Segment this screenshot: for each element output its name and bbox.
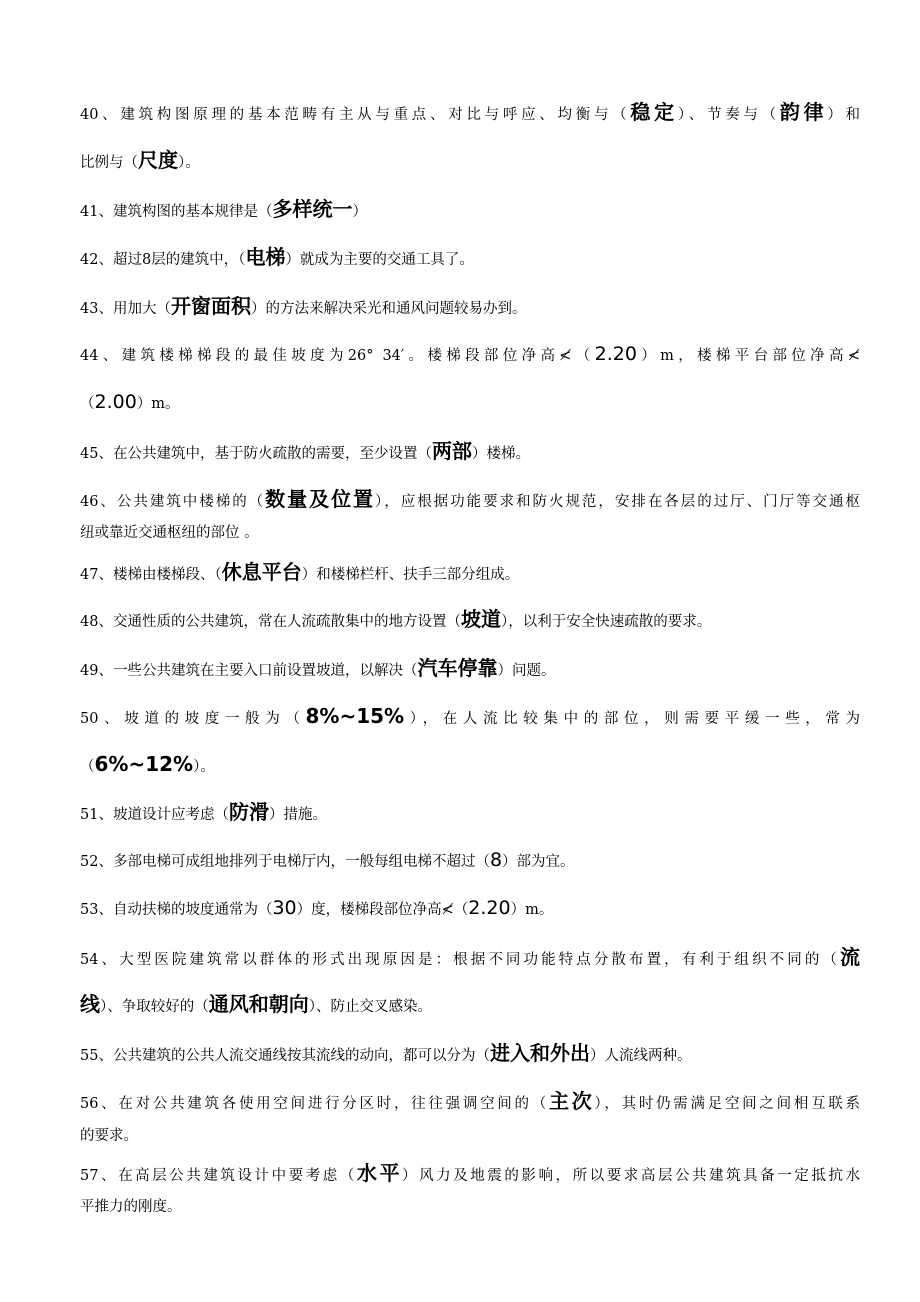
answer: 休息平台 bbox=[221, 560, 302, 584]
question-57-line2: 平推力的刚度。 bbox=[80, 1199, 182, 1215]
question-54-line2: 线）、争取较好的（通风和朝向）、防止交叉感染。 bbox=[80, 992, 432, 1016]
question-51: 51、坡道设计应考虑（防滑）措施。 bbox=[80, 800, 327, 824]
answer: 韵律 bbox=[779, 100, 828, 124]
question-46-line2: 纽或靠近交通枢纽的部位 。 bbox=[80, 525, 259, 541]
answer: 数量及位置 bbox=[265, 487, 376, 511]
question-41: 41、建筑构图的基本规律是（多样统一） bbox=[80, 197, 367, 221]
question-57-line1: 57、在高层公共建筑设计中要考虑（水平）风力及地震的影响，所以要求高层公共建筑具备一定抵抗水 bbox=[80, 1161, 861, 1185]
answer: 2.20 bbox=[594, 343, 637, 365]
question-50-line2: （6%~12%）。 bbox=[80, 752, 215, 776]
question-55: 55、公共建筑的公共人流交通线按其流线的动向，都可以分为（进入和外出）人流线两种。 bbox=[80, 1041, 692, 1065]
answer: 6%~12% bbox=[94, 752, 194, 776]
question-40-line1: 40、建筑构图原理的基本范畴有主从与重点、对比与呼应、均衡与（稳定）、节奏与（韵律）和 bbox=[80, 100, 861, 124]
answer: 稳定 bbox=[630, 100, 678, 124]
question-44-line2: （2.00）m。 bbox=[80, 391, 180, 413]
question-42: 42、超过8层的建筑中，（电梯）就成为主要的交通工具了。 bbox=[80, 245, 474, 269]
answer: 通风和朝向 bbox=[208, 992, 309, 1016]
question-43: 43、用加大（开窗面积）的方法来解决采光和通风问题较易办到。 bbox=[80, 294, 527, 318]
answer: 水平 bbox=[356, 1161, 403, 1185]
answer: 两部 bbox=[431, 439, 472, 463]
answer: 进入和外出 bbox=[489, 1041, 590, 1065]
answer: 坡道 bbox=[460, 607, 501, 631]
answer: 2.00 bbox=[94, 391, 137, 413]
question-46-line1: 46、公共建筑中楼梯的（数量及位置），应根据功能要求和防火规范，安排在各层的过厅、门厅等交通枢 bbox=[80, 487, 861, 511]
question-56-line2: 的要求。 bbox=[80, 1128, 138, 1144]
question-48: 48、交通性质的公共建筑，常在人流疏散集中的地方设置（坡道），以利于安全快速疏散的要求。 bbox=[80, 607, 712, 631]
question-47: 47、楼梯由楼梯段、（休息平台）和楼梯栏杆、扶手三部分组成。 bbox=[80, 560, 520, 584]
answer: 尺度 bbox=[138, 148, 178, 172]
answer: 汽车停靠 bbox=[417, 656, 498, 680]
answer: 30 bbox=[272, 897, 297, 919]
answer: 8 bbox=[489, 849, 503, 871]
answer: 多样统一 bbox=[272, 197, 353, 221]
question-56-line1: 56、在对公共建筑各使用空间进行分区时，往往强调空间的（主次），其时仍需满足空间之间相互联系 bbox=[80, 1089, 861, 1113]
question-54-line1: 54、大型医院建筑常以群体的形式出现原因是：根据不同功能特点分散布置，有利于组织不同的（流 bbox=[80, 945, 860, 969]
answer: 线 bbox=[80, 992, 100, 1016]
question-50-line1: 50、坡道的坡度一般为（8%~15%），在人流比较集中的部位，则需要平缓一些，常为 bbox=[80, 704, 861, 728]
answer: 开窗面积 bbox=[170, 294, 251, 318]
answer: 流 bbox=[840, 945, 860, 969]
question-44-line1: 44、建筑楼梯梯段的最佳坡度为26° 34′。楼梯段部位净高≮（2.20）m，楼梯平台部位净高≮ bbox=[80, 343, 860, 365]
answer: 8%~15% bbox=[305, 704, 405, 728]
question-52: 52、多部电梯可成组地排列于电梯厅内，一般每组电梯不超过（8）部为宜。 bbox=[80, 849, 575, 871]
answer: 2.20 bbox=[468, 897, 511, 919]
question-40-line2: 比例与（尺度）。 bbox=[80, 148, 200, 172]
question-53: 53、自动扶梯的坡度通常为（30）度，楼梯段部位净高≮（2.20）m。 bbox=[80, 897, 554, 919]
question-49: 49、一些公共建筑在主要入口前设置坡道，以解决（汽车停靠）问题。 bbox=[80, 656, 556, 680]
answer: 主次 bbox=[548, 1089, 595, 1113]
question-45: 45、在公共建筑中，基于防火疏散的需要，至少设置（两部）楼梯。 bbox=[80, 439, 530, 463]
answer: 防滑 bbox=[228, 800, 269, 824]
answer: 电梯 bbox=[245, 245, 286, 269]
